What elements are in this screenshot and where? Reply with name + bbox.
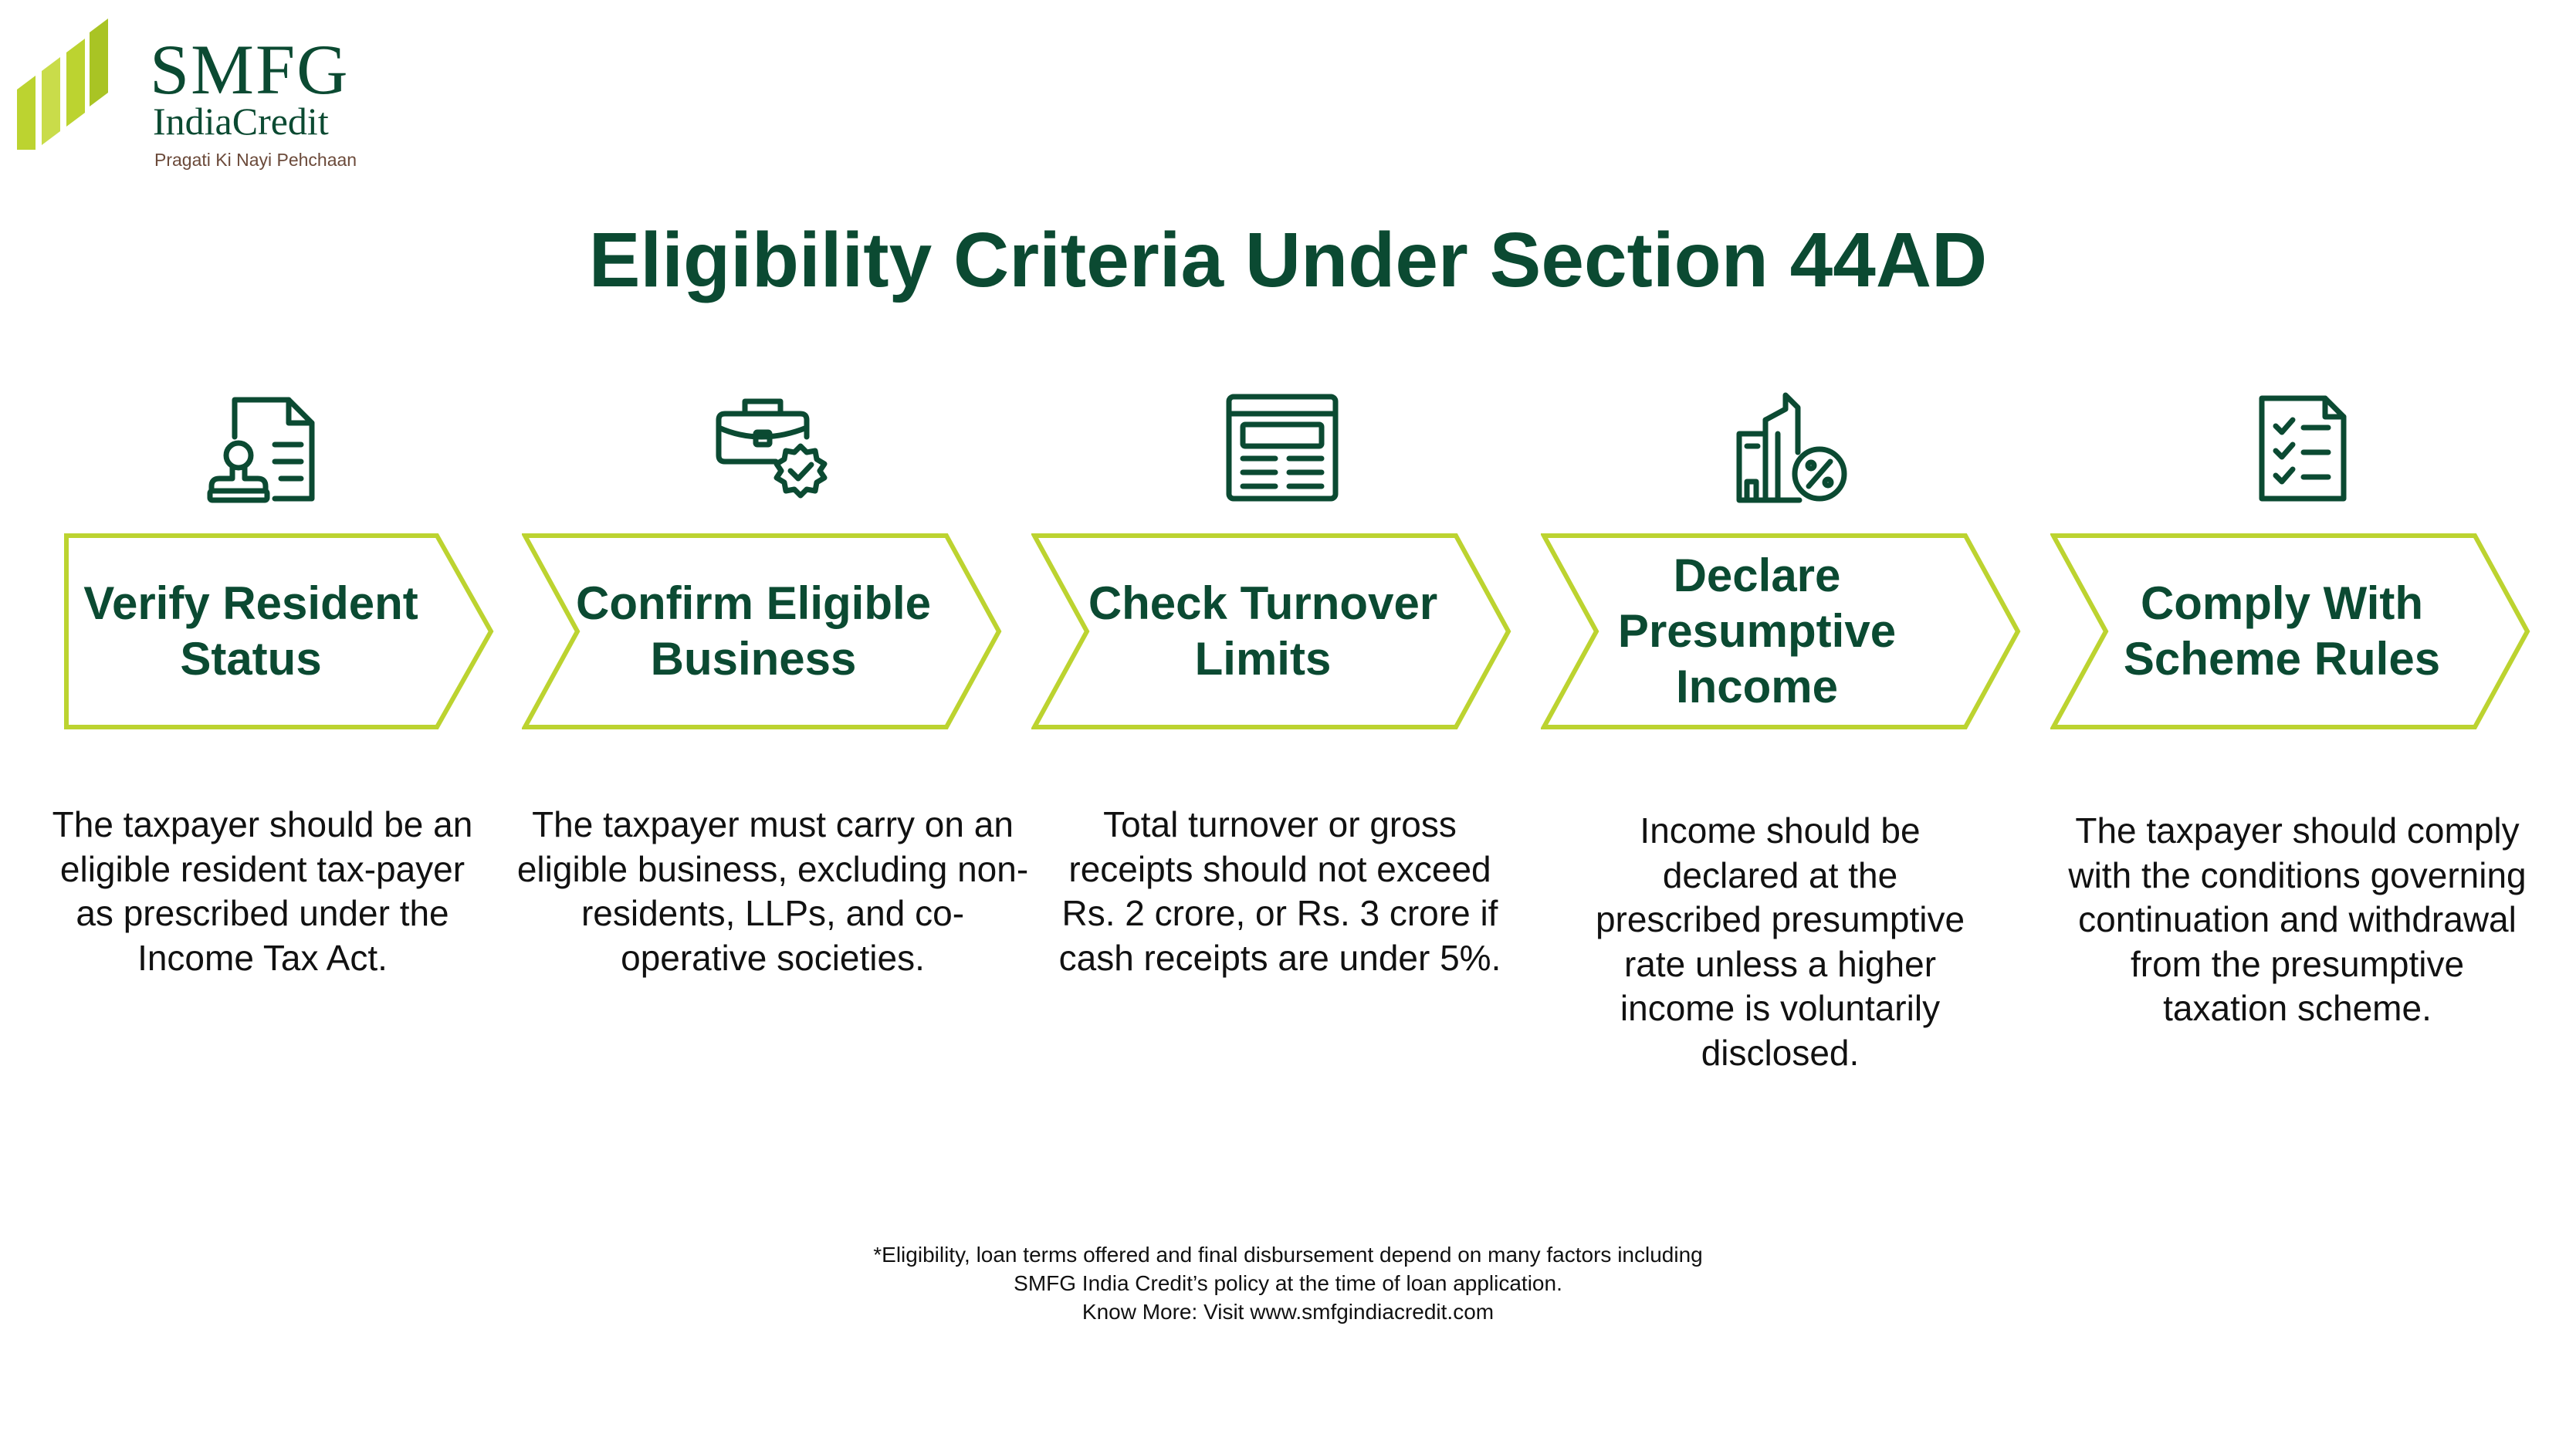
brand-logo bbox=[17, 15, 380, 170]
step-label: Confirm Eligible Business bbox=[575, 577, 932, 685]
step-chevron-confirm-business bbox=[522, 533, 1004, 730]
brand-subname: IndiaCredit bbox=[153, 100, 329, 143]
newspaper-icon bbox=[1224, 391, 1340, 506]
step-description: The taxpayer should comply with the conditions governing continuation and withdrawal from the presumptive taxation scheme. bbox=[2068, 810, 2527, 1028]
step-description: The taxpayer must carry on an eligible business, excluding non-residents, LLPs, and co-operative societies. bbox=[516, 804, 1029, 978]
step-description: Income should be declared at the prescribed presumptive rate unless a higher income is voluntarily disclosed. bbox=[1595, 810, 1965, 1073]
briefcase-badge-icon bbox=[714, 391, 830, 506]
disclaimer-line: SMFG India Credit’s policy at the time of loan application. bbox=[1014, 1270, 1562, 1295]
disclaimer-link-text: Know More: Visit www.smfgindiacredit.com bbox=[1082, 1299, 1494, 1324]
step-chevron-declare-income bbox=[1541, 533, 2023, 730]
checklist-icon bbox=[2245, 391, 2361, 506]
step-label: Check Turnover Limits bbox=[1088, 577, 1438, 685]
step-description: The taxpayer should be an eligible resident tax-payer as prescribed under the Income Tax Act. bbox=[52, 804, 473, 978]
building-percent-icon bbox=[1735, 391, 1850, 506]
brand-name: SMFG bbox=[150, 30, 350, 109]
step-label: Comply With Scheme Rules bbox=[2123, 577, 2441, 685]
brand-tagline: Pragati Ki Nayi Pehchaan bbox=[154, 150, 357, 170]
page-title: Eligibility Criteria Under Section 44AD bbox=[588, 217, 1988, 303]
step-chevron-comply-rules bbox=[2050, 533, 2532, 730]
step-label: Declare Presumptive Income bbox=[1617, 550, 1897, 712]
disclaimer-line: *Eligibility, loan terms offered and final disbursement depend on many factors including bbox=[873, 1243, 1703, 1267]
step-label: Verify Resident Status bbox=[83, 577, 418, 685]
step-description: Total turnover or gross receipts should not exceed Rs. 2 crore, or Rs. 3 crore if cash receipts are under 5%. bbox=[1058, 804, 1501, 978]
stamp-document-icon bbox=[204, 391, 320, 506]
step-chevron-check-turnover bbox=[1031, 533, 1513, 730]
step-chevron-verify-resident bbox=[63, 533, 496, 730]
brand-logo-mark bbox=[17, 15, 108, 150]
disclaimer bbox=[0, 1241, 2576, 1327]
